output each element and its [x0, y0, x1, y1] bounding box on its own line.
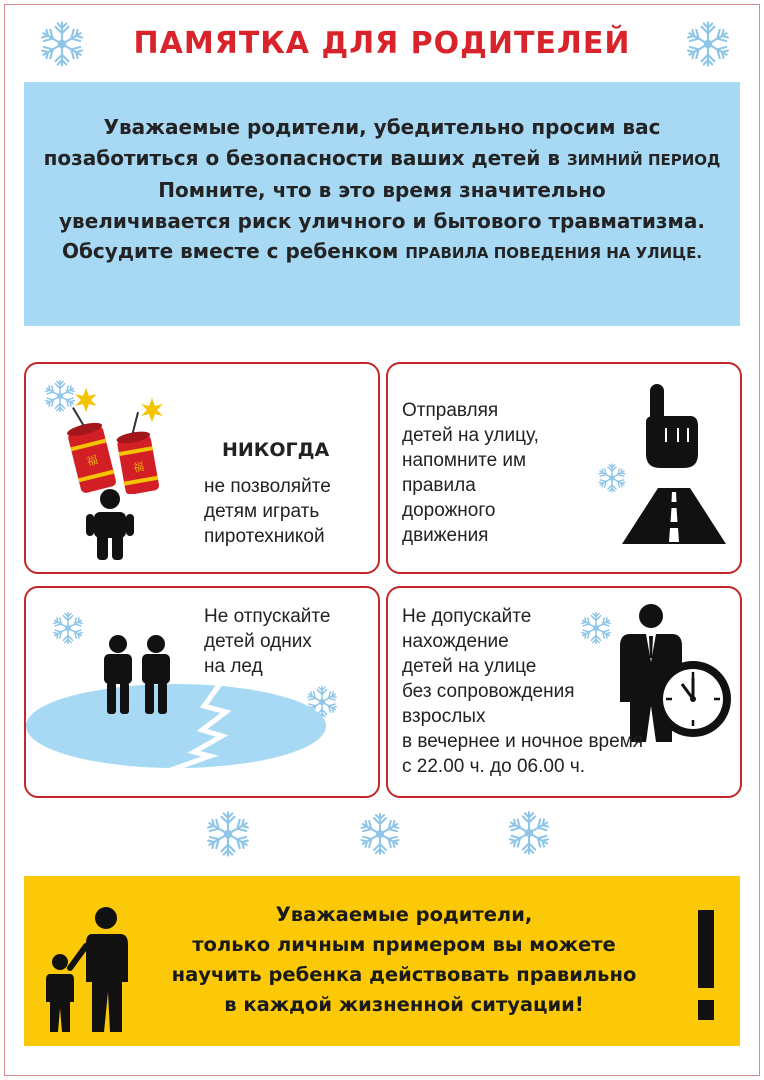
- snowflake-icon: [354, 808, 406, 860]
- night-line-4: без сопровождения: [402, 681, 575, 702]
- fireworks-line-3: пиротехникой: [204, 526, 325, 547]
- intro-line-4: увеличивается риск уличного и бытового травматизма.: [59, 208, 705, 233]
- ice-line-2: детей одних: [204, 631, 312, 652]
- road-line-3: напомните им: [402, 450, 527, 471]
- night-line-2: нахождение: [402, 631, 509, 652]
- snowflake-icon: [502, 806, 556, 860]
- bottom-line-1: Уважаемые родители,: [275, 903, 533, 926]
- exclamation-icon: [692, 910, 720, 1022]
- bottom-line-2: только личным примером вы можете: [192, 933, 616, 956]
- night-line-5: взрослых: [402, 706, 486, 727]
- intro-text: [24, 112, 740, 269]
- intro-line-5-text: Обсудите вместе с ребенком: [61, 239, 406, 263]
- ice-line-3: на лед: [204, 656, 263, 677]
- intro-line-2-text: позаботиться о безопасности ваших детей в: [43, 145, 567, 170]
- bottom-line-3: научить ребенка действовать правильно: [171, 963, 637, 986]
- night-line-3: детей на улице: [402, 656, 537, 677]
- svg-text:福: 福: [132, 460, 146, 475]
- night-line-7: с 22.00 ч. до 06.00 ч.: [402, 756, 585, 777]
- child-silhouette-icon: [82, 488, 138, 560]
- fireworks-line-1: не позволяйте: [204, 476, 331, 497]
- intro-line-3: Помните, что в это время значительно: [158, 178, 606, 202]
- bottom-line-4: в каждой жизненной ситуации!: [224, 993, 584, 1016]
- winter-period-label: ЗИМНИЙ ПЕРИОД: [566, 150, 721, 169]
- page-title: ПАМЯТКА ДЛЯ РОДИТЕЛЕЙ: [133, 26, 631, 61]
- intro-box: [24, 82, 740, 326]
- road-icon: [622, 488, 726, 544]
- ice-crack-icon: [26, 678, 336, 788]
- fireworks-heading: НИКОГДА: [222, 439, 330, 461]
- snowflake-icon: [576, 608, 616, 648]
- intro-line-5: [24, 236, 740, 269]
- street-rules-label: ПРАВИЛА ПОВЕДЕНИЯ НА УЛИЦЕ.: [405, 244, 703, 262]
- intro-line-1: Уважаемые родители, убедительно просим вас: [103, 115, 661, 139]
- two-children-icon: [98, 634, 178, 716]
- parent-child-icon: [40, 906, 136, 1032]
- svg-text:福: 福: [85, 453, 100, 469]
- road-line-2: детей на улицу,: [402, 425, 539, 446]
- night-line-1: Не допускайте: [402, 606, 532, 627]
- bottom-text: [144, 900, 664, 1020]
- snowflake-icon: [48, 608, 88, 648]
- road-line-6: движения: [402, 525, 489, 546]
- card-road: [386, 362, 742, 574]
- pointing-hand-icon: [636, 382, 702, 470]
- night-line-6: в вечернее и ночное время: [402, 731, 644, 752]
- road-line-4: правила: [402, 475, 476, 496]
- intro-line-2: [24, 143, 740, 176]
- snowflake-icon: [200, 806, 256, 862]
- ice-line-1: Не отпускайте: [204, 606, 331, 627]
- fireworks-line-2: детям играть: [204, 501, 320, 522]
- card-night: [386, 586, 742, 798]
- card-ice: [24, 586, 380, 798]
- road-line-5: дорожного: [402, 500, 496, 521]
- bottom-box: [24, 876, 740, 1046]
- clock-icon: [652, 658, 734, 740]
- firecracker-icon: [64, 384, 174, 494]
- road-line-1: Отправляя: [402, 400, 499, 421]
- card-fireworks: [24, 362, 380, 574]
